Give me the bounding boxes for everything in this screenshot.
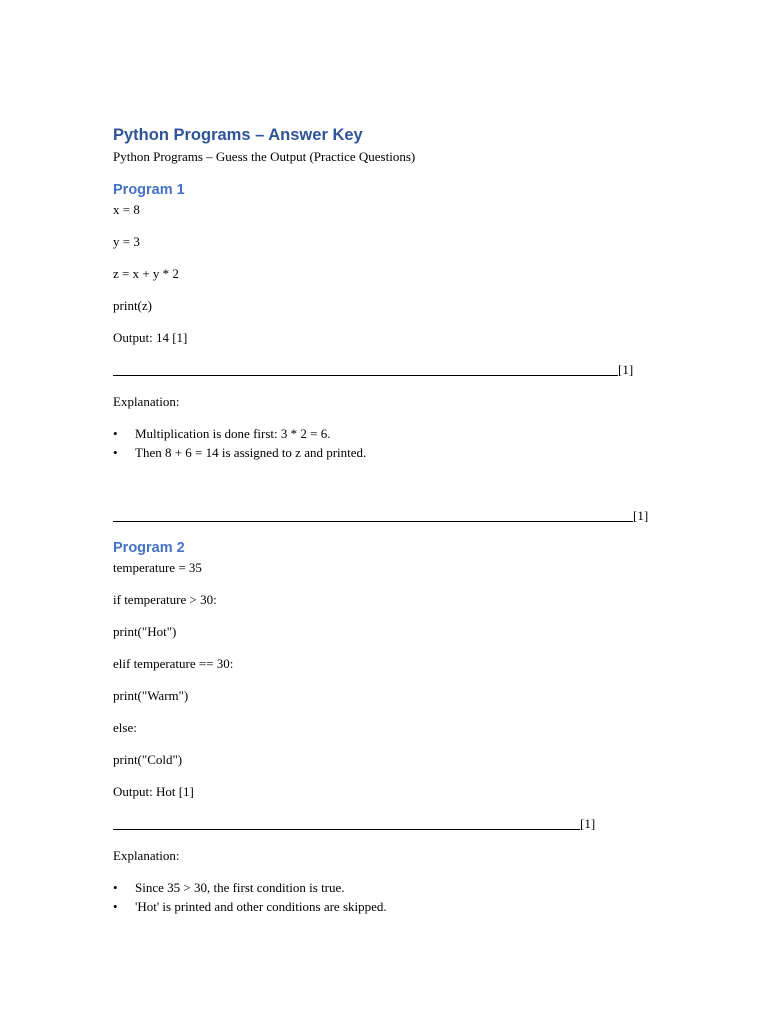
program-2-explanation-list [113,878,673,916]
program-2-heading: Program 2 [113,540,185,556]
program-1-heading: Program 1 [113,182,185,198]
answer-underline [113,375,618,376]
bullet-icon: • [113,899,118,914]
program-1-code-line: x = 8 [113,202,140,217]
program-1-answer-line [113,360,673,392]
program-2-code-line: else: [113,720,137,735]
list-item: • Since 35 > 30, the first condition is true. [113,880,345,895]
answer-mark: [1] [618,362,634,377]
program-1-code-line: y = 3 [113,234,140,249]
separator-mark: [1] [633,508,649,523]
program-2-output: Output: Hot [1] [113,784,194,799]
answer-mark: [1] [580,816,596,831]
program-1-code-line: print(z) [113,298,152,313]
list-item: • 'Hot' is printed and other conditions are skipped. [113,899,387,914]
program-2-code-line: if temperature > 30: [113,592,217,607]
answer-underline [113,829,580,830]
program-2-code-line: elif temperature == 30: [113,656,234,671]
program-1-code-line: z = x + y * 2 [113,266,179,281]
document-title: Python Programs – Answer Key [113,126,363,144]
bullet-icon: • [113,426,118,441]
program-1-explanation-list [113,424,673,462]
program-1-output: Output: 14 [1] [113,330,188,345]
list-item: • Then 8 + 6 = 14 is assigned to z and printed. [113,445,367,460]
bullet-icon: • [113,445,118,460]
program-2-code-line: temperature = 35 [113,560,202,575]
bullet-icon: • [113,880,118,895]
document-subtitle: Python Programs – Guess the Output (Practice Questions) [113,149,416,164]
list-item: • Multiplication is done first: 3 * 2 = 6. [113,426,331,441]
program-2-code-line: print("Hot") [113,624,177,639]
program-1-explanation-label: Explanation: [113,394,180,409]
program-1-separator-line [113,506,673,532]
document-page [113,124,673,916]
program-2-answer-line [113,814,673,846]
program-2-code-line: print("Cold") [113,752,183,767]
program-2-code-line: print("Warm") [113,688,189,703]
separator-underline [113,521,633,522]
program-2-explanation-label: Explanation: [113,848,180,863]
